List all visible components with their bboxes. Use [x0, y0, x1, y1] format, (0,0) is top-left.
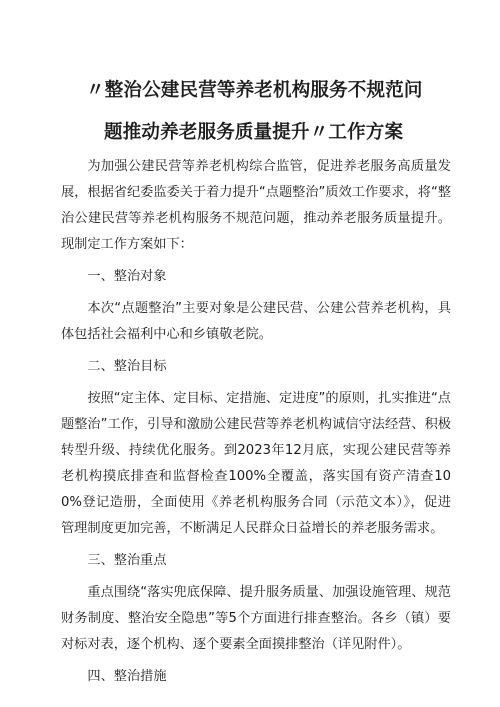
section-heading-focus: 三、整治重点: [87, 553, 167, 568]
document-title-line-2: 题推动养老服务质量提升〃工作方案: [104, 122, 404, 143]
section-heading-measures: 四、整治措施: [87, 669, 167, 684]
section-heading-targets: 一、整治对象: [87, 269, 167, 284]
section-text-focus: 重点围绕“落实兜底保障、提升服务质量、加强设施管理、规范财务制度、整治安全隐患”等5个方面进行排查整治。各乡（镇）要对标对表，逐个机构、逐个要素全面摸排整治（详见附件）。: [61, 585, 451, 652]
document-title-line-1: 〃整治公建民营等养老机构服务不规范问: [86, 80, 423, 101]
intro-paragraph: 为加强公建民营等养老机构综合监管，促进养老服务高质量发展，根据省纪委监委关于着力提升“点题整治”质效工作要求，将“整治公建民营等养老机构服务不规范问题，推动养老服务质量提升。现制定工作方案如下：: [61, 159, 451, 252]
document-body: [61, 154, 451, 690]
section-text-goals: 按照“定主体、定目标、定措施、定进度”的原则，扎实推进“点题整治”工作，引导和激励公建民营等养老机构诚信守法经营、积极转型升级、持续优化服务。到2023年12月底，实现公建民营等养老机构摸底排查和监督检查100%全覆盖，落实国有资产清查100%登记造册，全面使用《养老机构服务合同（示范文本）》，促进管理制度更加完善，不断满足人民群众日益增长的养老服务需求。: [61, 391, 451, 536]
section-text-targets: 本次“点题整治”主要对象是公建民营、公建公营养老机构，具体包括社会福利中心和乡镇敬老院。: [61, 301, 451, 342]
section-heading-goals: 二、整治目标: [87, 359, 167, 374]
